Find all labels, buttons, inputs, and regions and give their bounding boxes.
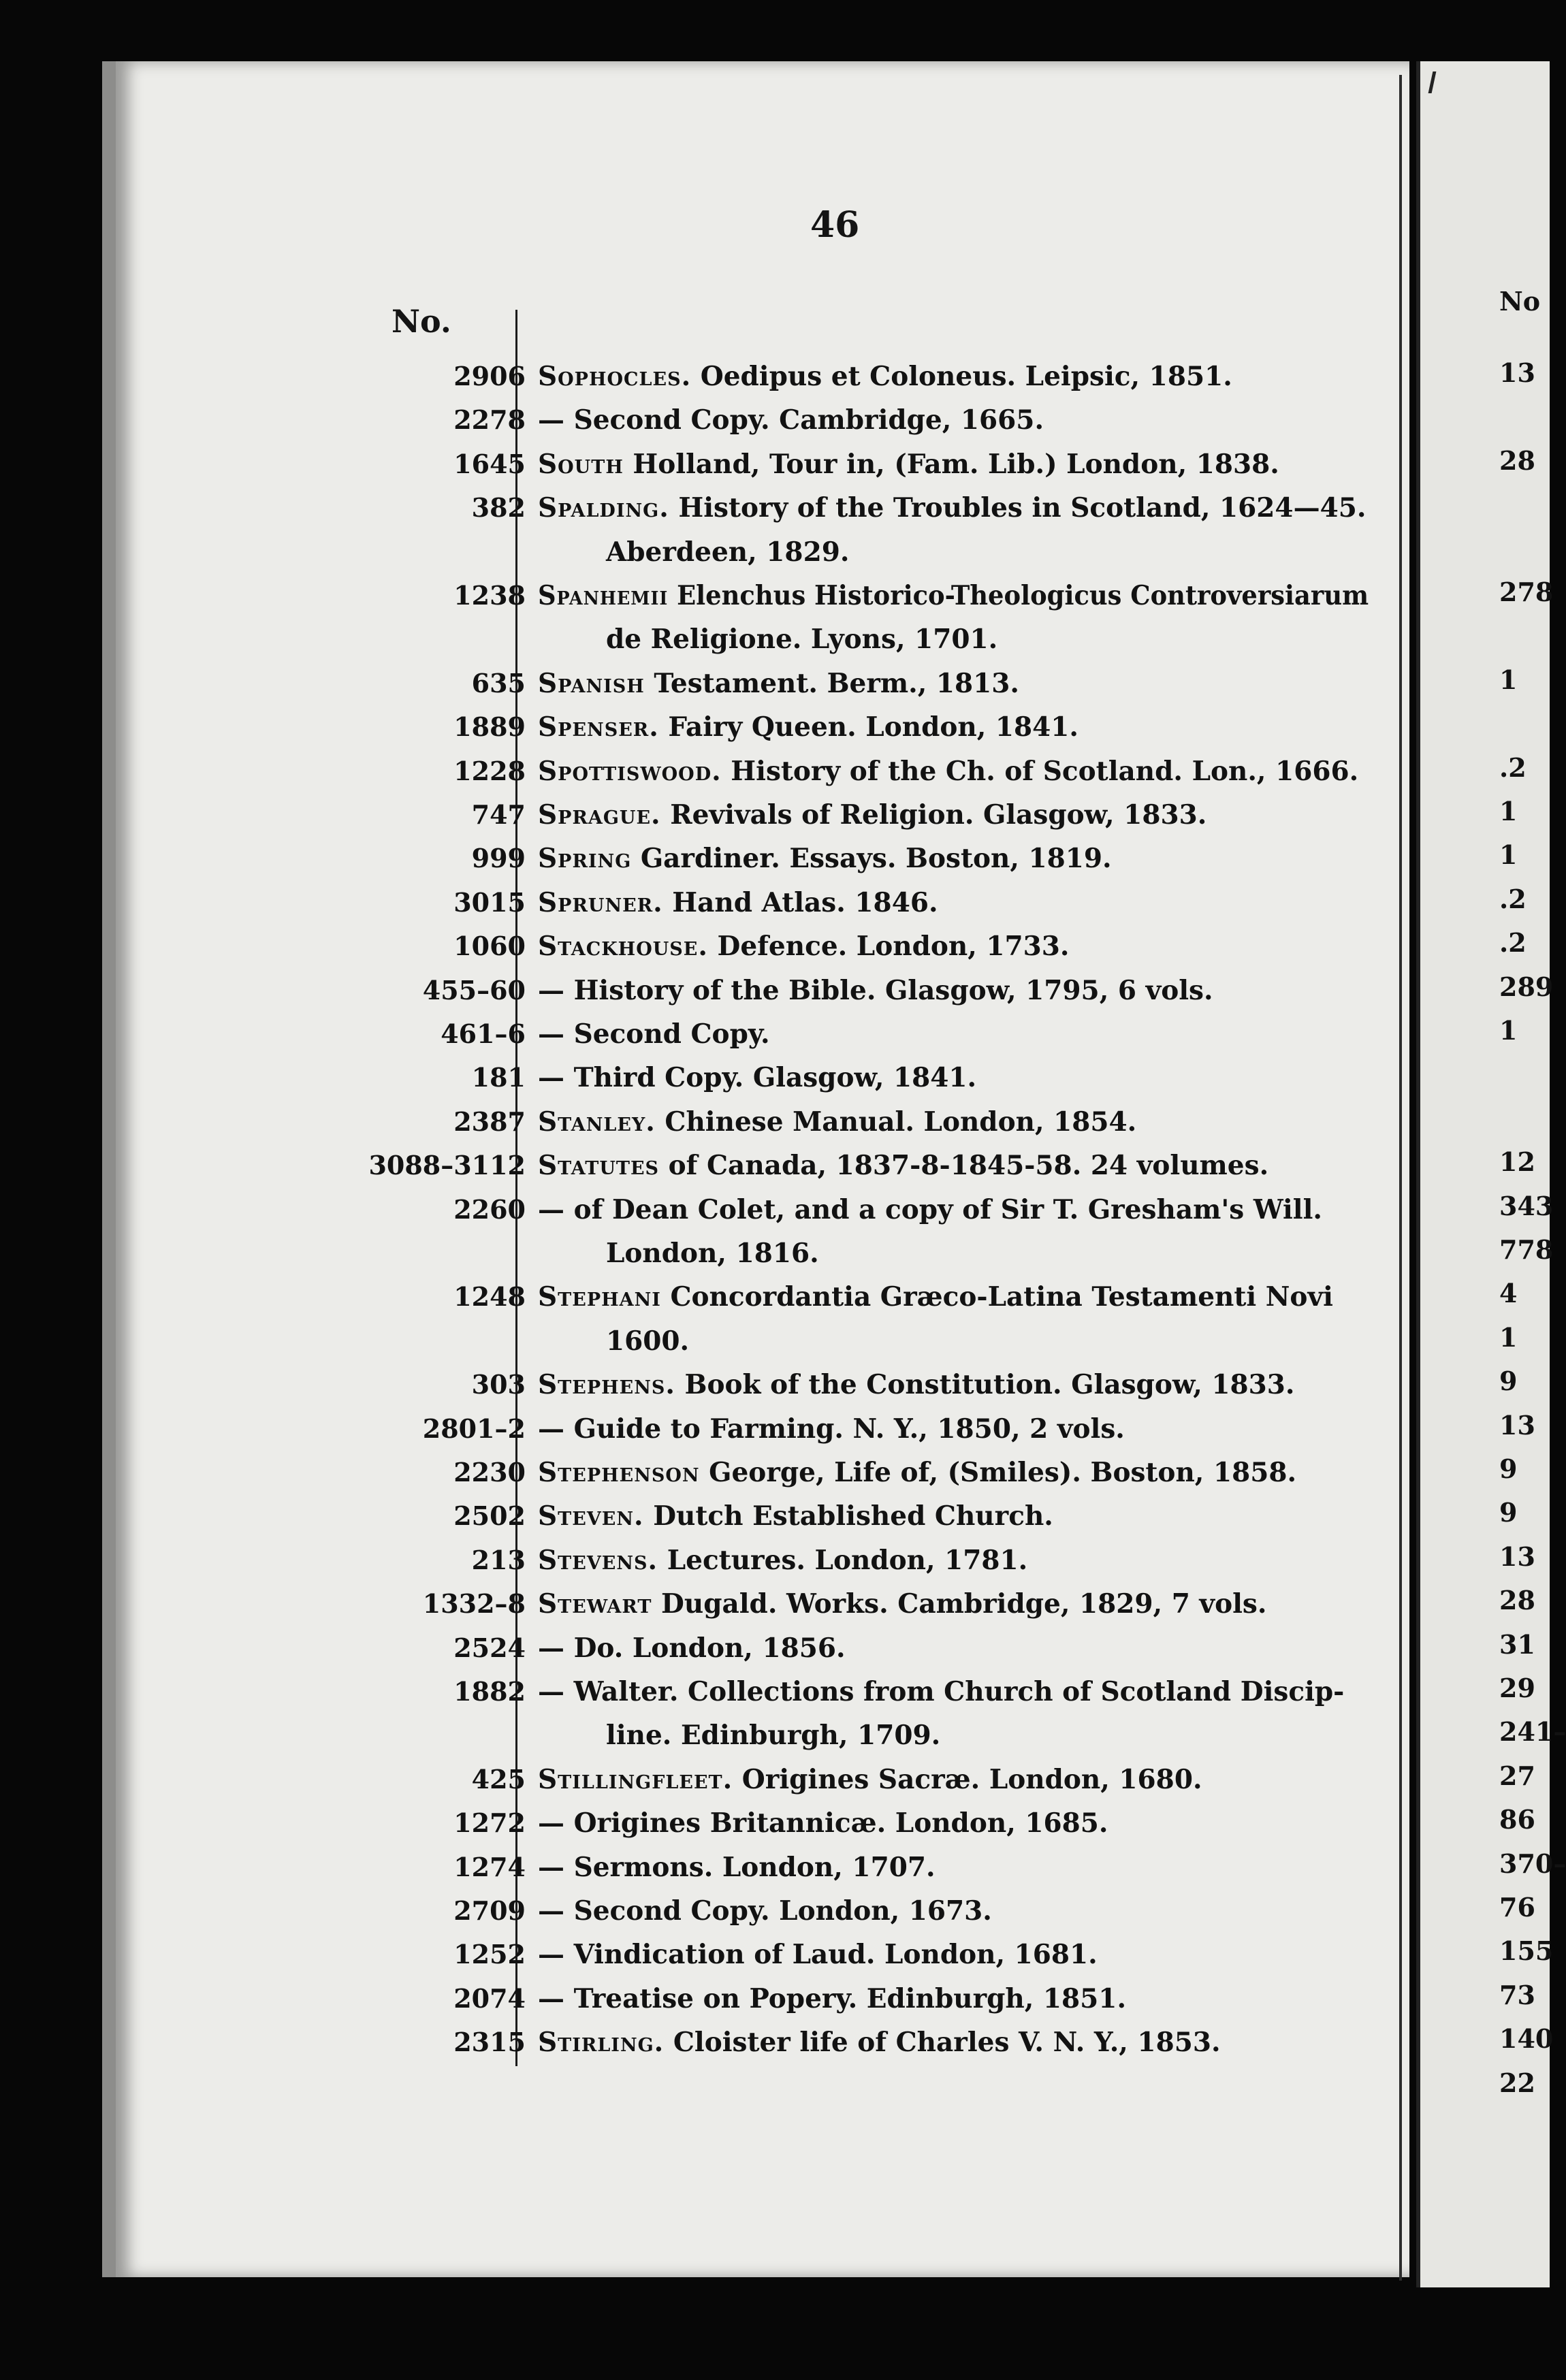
entry-number: 1332–8 — [422, 1588, 526, 1620]
entry-description: Book of the Constitution. Glasgow, 1833. — [675, 1369, 1295, 1401]
entry-number: 1274 — [453, 1851, 526, 1882]
entry-number: 3015 — [453, 886, 526, 918]
next-page-number: 28 — [1499, 445, 1535, 476]
entry-number: 2524 — [453, 1632, 526, 1663]
entry-text — [538, 1406, 1125, 1452]
entry-number: 2315 — [453, 2027, 526, 2058]
entry-text — [538, 1450, 1296, 1496]
entry-text — [538, 1099, 1136, 1145]
next-page-number: 28 — [1499, 1585, 1535, 1616]
next-page-number: 1 — [1499, 1015, 1518, 1046]
entry-headword: Spruner. — [538, 886, 663, 918]
entry-description: — Sermons. London, 1707. — [538, 1851, 936, 1883]
entry-text — [538, 1143, 1268, 1189]
entry-text — [538, 1932, 1098, 1978]
catalogue-entry — [0, 1801, 1362, 1846]
entry-number: 2230 — [453, 1457, 526, 1488]
entry-headword: Stephens. — [538, 1369, 675, 1401]
entry-text — [538, 792, 1207, 838]
entry-text — [538, 1626, 846, 1671]
catalogue-entry — [0, 1845, 1362, 1890]
catalogue-entry — [0, 485, 1367, 530]
next-page-number: 9 — [1499, 1453, 1518, 1484]
catalogue-entry — [0, 705, 1362, 750]
entry-description: — Second Copy. Cambridge, 1665. — [538, 404, 1044, 436]
next-page-number: 370– — [1499, 1848, 1566, 1879]
entry-headword: Steven. — [538, 1500, 644, 1532]
entry-description: Dugald. Works. Cambridge, 1829, 7 vols. — [652, 1588, 1267, 1620]
next-page-number: 12 — [1499, 1146, 1535, 1178]
entry-headword: Stevens. — [538, 1544, 658, 1576]
entry-text — [538, 1976, 1126, 2022]
entry-text — [538, 398, 1044, 443]
entry-text — [538, 924, 1070, 969]
entry-description: Revivals of Religion. Glasgow, 1833. — [660, 799, 1207, 831]
entry-number: 999 — [471, 843, 526, 874]
catalogue-entry — [0, 573, 1369, 618]
entry-text — [538, 1012, 770, 1057]
catalogue-entry — [0, 1099, 1362, 1144]
entry-description: Elenchus Historico-Theologicus Controversiarum — [668, 580, 1369, 611]
catalogue-entry — [0, 354, 1362, 399]
next-page-number: 155 — [1499, 1935, 1554, 1967]
entry-number: 382 — [471, 492, 526, 524]
next-page-number: 31 — [1499, 1628, 1535, 1660]
entry-text — [538, 1538, 1027, 1583]
catalogue-entry — [0, 1976, 1362, 2021]
next-page-number: 76 — [1499, 1892, 1535, 1923]
entry-number: 461–6 — [441, 1018, 526, 1049]
entry-number: 1060 — [453, 931, 526, 962]
next-page-number: 778 — [1499, 1234, 1554, 1265]
entry-text — [538, 1274, 1333, 1320]
catalogue-entry — [0, 442, 1362, 487]
catalogue-entry — [0, 1932, 1362, 1977]
catalogue-entry — [0, 924, 1362, 969]
entry-text — [538, 1888, 992, 1934]
next-page-number: 241– — [1499, 1716, 1566, 1748]
entry-number: 213 — [471, 1544, 526, 1575]
next-page-number: 29 — [1499, 1673, 1535, 1703]
next-page-number: 289 — [1499, 971, 1554, 1002]
catalogue-entry — [0, 1406, 1362, 1451]
catalogue-entry — [0, 1757, 1362, 1802]
entry-text — [538, 968, 1213, 1014]
entry-description: Cloister life of Charles V. N. Y., 1853. — [664, 2027, 1221, 2059]
entry-description: — of Dean Colet, and a copy of Sir T. Gresham's Will. — [538, 1193, 1322, 1225]
entry-description: 1600. — [606, 1325, 690, 1357]
next-page-number: .2 — [1499, 927, 1527, 959]
catalogue-entry — [0, 968, 1362, 1013]
entry-number: 2906 — [453, 361, 526, 391]
catalogue-entry — [0, 1143, 1362, 1188]
entry-text — [538, 354, 1232, 400]
page-number: 46 — [810, 204, 860, 246]
next-page-number: 1 — [1499, 664, 1518, 695]
entry-text — [538, 705, 1078, 750]
entry-description: Lectures. London, 1781. — [658, 1544, 1028, 1576]
entry-number: 181 — [471, 1062, 526, 1093]
entry-description: Testament. Berm., 1813. — [644, 667, 1020, 699]
catalogue-entry — [0, 1538, 1362, 1583]
entry-description: — History of the Bible. Glasgow, 1795, 6 vols. — [538, 974, 1213, 1006]
entry-description: — Walter. Collections from Church of Scotland Discip- — [538, 1676, 1345, 1707]
entry-text — [538, 1845, 936, 1891]
entry-number: 1882 — [453, 1676, 526, 1707]
entry-text — [538, 1362, 1295, 1408]
catalogue-entry — [0, 661, 1362, 706]
entry-number: 425 — [471, 1763, 526, 1795]
entry-description: Defence. London, 1733. — [707, 931, 1070, 963]
entry-number: 2709 — [453, 1895, 526, 1926]
next-page-number: .2 — [1499, 752, 1527, 783]
catalogue-entry — [0, 1362, 1362, 1407]
entry-text — [538, 1581, 1266, 1627]
page-corner-mark — [1428, 71, 1450, 93]
entry-text — [538, 485, 1366, 531]
next-page-number: 1 — [1499, 1321, 1518, 1353]
entry-number: 1272 — [453, 1807, 526, 1839]
entry-text — [538, 1494, 1053, 1539]
entry-headword: Spanhemii — [538, 580, 669, 611]
entry-description: Aberdeen, 1829. — [606, 536, 850, 568]
next-page-number: 27 — [1499, 1760, 1535, 1791]
entry-number: 3088–3112 — [368, 1150, 526, 1181]
catalogue-entry — [0, 1450, 1362, 1495]
catalogue-entry — [0, 1669, 1362, 1714]
next-page-number: 22 — [1499, 2067, 1535, 2098]
entry-description: — Third Copy. Glasgow, 1841. — [538, 1062, 977, 1094]
entry-description: de Religione. Lyons, 1701. — [606, 624, 998, 656]
entry-description: line. Edinburgh, 1709. — [606, 1720, 941, 1752]
catalogue-entry — [0, 836, 1362, 881]
next-page-strip — [1491, 286, 1566, 2098]
entry-text — [606, 617, 997, 662]
entry-number: 2502 — [453, 1500, 526, 1532]
entry-headword: Sophocles. — [538, 361, 692, 392]
entry-description: — Second Copy. London, 1673. — [538, 1895, 992, 1927]
catalogue-entry — [0, 749, 1362, 794]
entry-number: 2387 — [453, 1106, 526, 1137]
entry-description: History of the Ch. of Scotland. Lon., 1666. — [721, 755, 1359, 787]
entry-description: London, 1816. — [606, 1238, 819, 1269]
entry-description: Hand Atlas. 1846. — [662, 886, 938, 918]
entry-description: Origines Sacræ. London, 1680. — [733, 1763, 1202, 1795]
entry-description: Oedipus et Coloneus. Leipsic, 1851. — [691, 361, 1232, 392]
entry-text — [538, 836, 1112, 882]
entry-text — [538, 442, 1279, 487]
number-column-header: No. — [392, 303, 451, 340]
entry-description: — Guide to Farming. N. Y., 1850, 2 vols. — [538, 1413, 1125, 1445]
entry-description: — Vindication of Laud. London, 1681. — [538, 1939, 1098, 1971]
catalogue-entry — [0, 1581, 1362, 1626]
entry-text — [538, 749, 1358, 794]
entry-text — [538, 1187, 1322, 1233]
entry-headword: Statutes — [538, 1150, 660, 1182]
next-page-number: 73 — [1499, 1979, 1535, 2010]
entry-description: Gardiner. Essays. Boston, 1819. — [631, 843, 1112, 875]
entry-number: 1238 — [453, 580, 526, 611]
entry-text — [538, 1669, 1344, 1715]
entry-description: Fairy Queen. London, 1841. — [658, 711, 1079, 743]
entry-headword: Spring — [538, 843, 632, 875]
entry-description: George, Life of, (Smiles). Boston, 1858. — [699, 1457, 1297, 1488]
catalogue-entry — [0, 1055, 1362, 1100]
entry-headword: South — [538, 448, 624, 480]
entry-description: — Do. London, 1856. — [538, 1632, 846, 1664]
entry-description: Holland, Tour in, (Fam. Lib.) London, 1838. — [623, 448, 1279, 480]
catalogue-entry — [0, 1274, 1362, 1319]
entry-number: 1889 — [453, 711, 526, 743]
entry-continuation-line — [0, 1231, 1362, 1276]
entry-text — [538, 1055, 976, 1101]
entry-text — [538, 1801, 1108, 1846]
next-page-number: 343 — [1499, 1190, 1554, 1221]
next-page-number: .2 — [1499, 883, 1527, 914]
entry-headword: Stanley. — [538, 1106, 656, 1138]
next-page-number: 9 — [1499, 1366, 1518, 1397]
entry-description: Dutch Established Church. — [643, 1500, 1053, 1532]
entry-headword: Spenser. — [538, 711, 659, 743]
catalogue-entry — [0, 1494, 1362, 1539]
catalogue-entry — [0, 1626, 1362, 1671]
entry-number: 1252 — [453, 1939, 526, 1970]
entry-text — [538, 880, 938, 926]
entry-number: 2074 — [453, 1982, 526, 2014]
entry-continuation-line — [0, 1319, 1362, 1364]
entry-description: — Origines Britannicæ. London, 1685. — [538, 1807, 1108, 1839]
next-page-number: 13 — [1499, 1541, 1535, 1572]
entry-description: — Treatise on Popery. Edinburgh, 1851. — [538, 1982, 1127, 2014]
entry-continuation-line — [0, 617, 1362, 662]
entry-description: Chinese Manual. London, 1854. — [655, 1106, 1137, 1138]
catalogue-entry — [0, 1888, 1362, 1933]
page-gutter — [1399, 75, 1402, 2281]
entry-headword: Stackhouse. — [538, 931, 708, 963]
entry-headword: Stirling. — [538, 2027, 665, 2059]
catalogue-entry — [0, 792, 1362, 837]
next-page-number: 4 — [1499, 1278, 1518, 1309]
next-page-number: 9 — [1499, 1497, 1518, 1528]
entry-number: 747 — [471, 799, 526, 830]
entry-number: 455–60 — [422, 974, 526, 1006]
entry-text — [538, 1757, 1202, 1803]
entry-number: 2260 — [453, 1193, 526, 1225]
next-page-number: 140 — [1499, 2023, 1554, 2055]
entry-headword: Spanish — [538, 667, 645, 699]
next-page-number: 278 — [1499, 577, 1554, 607]
next-page-number: 1 — [1499, 839, 1518, 871]
entry-number: 1228 — [453, 755, 526, 786]
entry-description: of Canada, 1837-8-1845-58. 24 volumes. — [659, 1150, 1269, 1182]
entry-number: 1248 — [453, 1281, 526, 1313]
entry-headword: Sprague. — [538, 799, 661, 831]
entry-number: 2801–2 — [422, 1413, 526, 1444]
next-page-number: 1 — [1499, 796, 1518, 826]
entry-text — [538, 2020, 1221, 2065]
entry-text — [538, 573, 1369, 619]
catalogue-entry — [0, 1012, 1362, 1057]
entry-text — [606, 530, 849, 575]
catalogue-entry — [0, 398, 1362, 443]
entry-headword: Stephani — [538, 1281, 661, 1313]
entry-description: Concordantia Græco-Latina Testamenti Novi — [660, 1281, 1333, 1313]
entry-number: 303 — [471, 1369, 526, 1400]
entry-text — [606, 1319, 689, 1364]
entry-number: 635 — [471, 667, 526, 698]
entry-text — [606, 1231, 819, 1276]
entry-headword: Spottiswood. — [538, 755, 722, 787]
catalogue-entry — [0, 1187, 1362, 1232]
entry-description: — Second Copy. — [538, 1018, 770, 1050]
entry-text — [606, 1713, 940, 1758]
catalogue-entry — [0, 2020, 1362, 2065]
next-page-header: No — [1499, 286, 1541, 317]
entry-description: History of the Troubles in Scotland, 1624—45. — [669, 492, 1367, 524]
entry-headword: Stewart — [538, 1588, 652, 1620]
catalogue-entry — [0, 880, 1362, 925]
entry-headword: Stillingfleet. — [538, 1763, 733, 1795]
entry-number: 2278 — [453, 404, 526, 436]
entry-headword: Spalding. — [538, 492, 669, 524]
entry-number: 1645 — [453, 448, 526, 479]
entry-text — [538, 661, 1019, 707]
entry-continuation-line — [0, 530, 1362, 575]
next-page-number: 86 — [1499, 1804, 1535, 1835]
next-page-number: 13 — [1499, 357, 1535, 388]
entry-headword: Stephenson — [538, 1457, 700, 1488]
next-page-number: 13 — [1499, 1409, 1535, 1441]
entry-continuation-line — [0, 1713, 1362, 1758]
